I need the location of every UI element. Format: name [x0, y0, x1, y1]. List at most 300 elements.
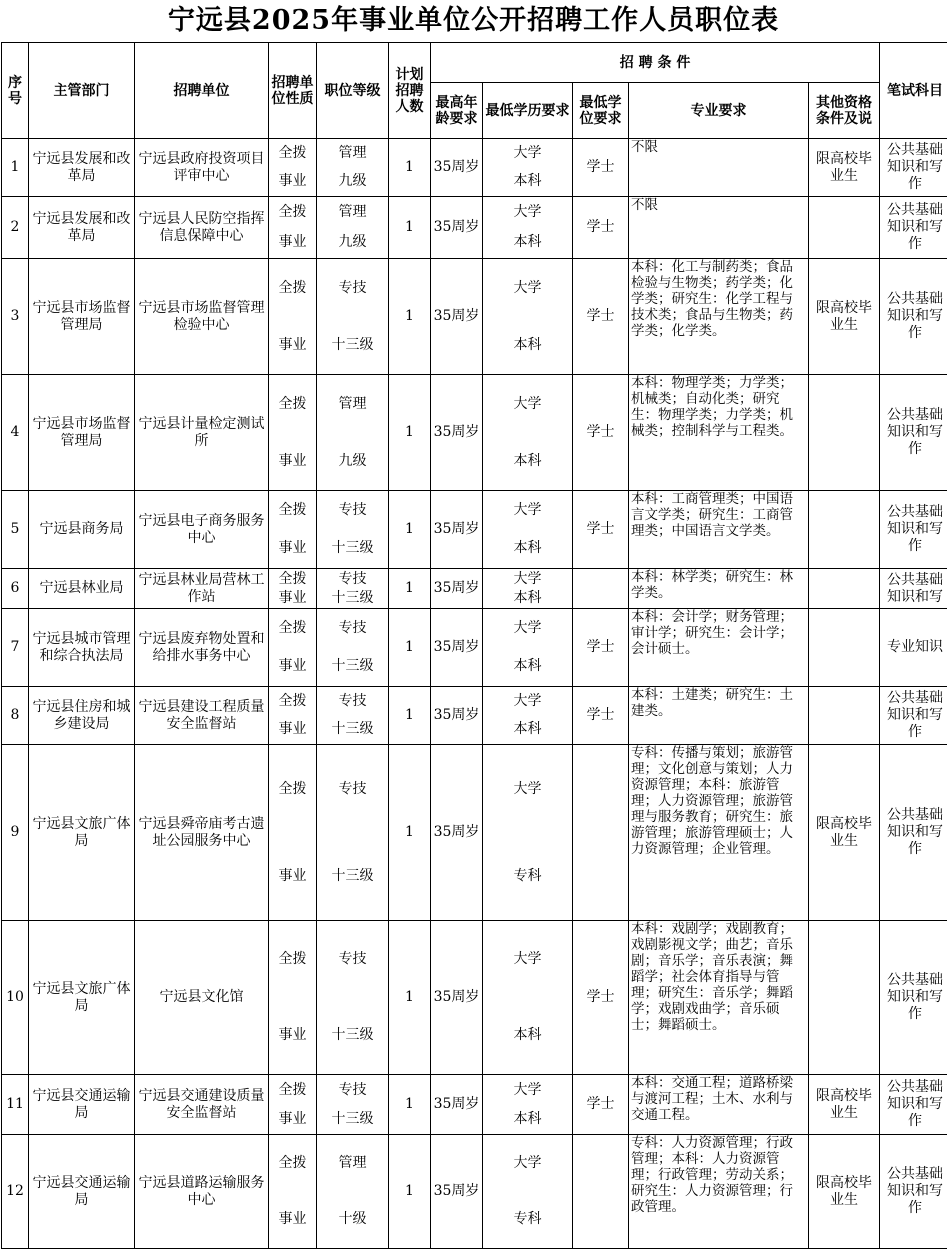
nature-cell — [269, 687, 317, 745]
degree-cell-text: 学士 — [586, 989, 615, 1005]
unit-cell-text: 宁远县林业局营林工作站 — [138, 571, 265, 605]
dept-cell-text: 宁远县市场监督管理局 — [32, 415, 131, 449]
table-row — [2, 259, 947, 375]
exam-cell-text: 公共基础知识和写作 — [887, 291, 944, 341]
grade-cell — [317, 687, 389, 745]
major-cell — [629, 491, 809, 569]
edu-cell-line: 本科 — [513, 234, 542, 250]
age-cell-text: 35周岁 — [433, 707, 480, 723]
degree-cell — [573, 745, 629, 921]
degree-cell — [573, 1135, 629, 1249]
grade-cell — [317, 259, 389, 375]
degree-cell-text: 学士 — [586, 308, 615, 324]
grade-cell-line: 十三级 — [331, 867, 374, 884]
header-major: 专业要求 — [629, 83, 809, 139]
edu-cell-line: 大学 — [513, 1081, 542, 1098]
grade-cell-line: 管理 — [338, 395, 367, 412]
major-cell — [629, 139, 809, 197]
grade-cell — [317, 609, 389, 687]
unit-cell — [135, 609, 269, 687]
degree-cell — [573, 491, 629, 569]
page-title: 宁远县2025年事业单位公开招聘工作人员职位表 — [167, 5, 780, 36]
nature-cell-line: 事业 — [278, 1211, 307, 1227]
major-cell-text: 本科：物理学类；力学类；机械类；自动化类；研究生：物理学类；力学类；机械类；控制科学与工程类。 — [631, 375, 793, 439]
edu-cell — [483, 1075, 573, 1135]
major-cell — [629, 259, 809, 375]
table-row — [2, 921, 947, 1075]
age-cell-text: 35周岁 — [433, 424, 480, 440]
nature-cell-line: 事业 — [278, 589, 307, 606]
count-cell-text: 1 — [405, 159, 414, 175]
dept-cell-text: 宁远县交通运输局 — [32, 1087, 131, 1121]
dept-cell — [29, 569, 135, 609]
nature-cell-line: 全拨 — [278, 620, 307, 636]
unit-cell — [135, 375, 269, 491]
exam-cell — [880, 197, 947, 259]
nature-cell-line: 事业 — [278, 540, 307, 556]
edu-cell-line: 大学 — [513, 502, 542, 518]
degree-cell-text: 学士 — [586, 707, 615, 723]
major-cell-text: 本科：工商管理类；中国语言文学类；研究生：工商管理类；中国语言文学类。 — [631, 491, 793, 539]
count-cell — [389, 491, 431, 569]
age-cell-text: 35周岁 — [433, 824, 480, 840]
seq-cell — [2, 1075, 29, 1135]
seq-cell-text: 3 — [10, 308, 20, 324]
major-cell — [629, 569, 809, 609]
seq-cell — [2, 609, 29, 687]
edu-cell-line: 本科 — [513, 721, 542, 737]
nature-cell-line: 事业 — [278, 867, 307, 884]
degree-cell — [573, 687, 629, 745]
dept-cell — [29, 745, 135, 921]
nature-cell — [269, 921, 317, 1075]
other-cell-text: 限高校毕业生 — [816, 1087, 873, 1121]
dept-cell-text: 宁远县商务局 — [39, 521, 124, 537]
count-cell-text: 1 — [405, 989, 414, 1005]
major-cell-text: 本科：会计学；财务管理；审计学；研究生：会计学；会计硕士。 — [631, 609, 793, 657]
unit-cell — [135, 259, 269, 375]
unit-cell — [135, 1135, 269, 1249]
seq-cell-text: 2 — [10, 219, 20, 235]
count-cell-text: 1 — [405, 639, 414, 655]
exam-cell-text: 公共基础知识和写作 — [887, 407, 944, 457]
count-cell-text: 1 — [405, 707, 414, 723]
header-unit: 招聘单位 — [135, 43, 269, 139]
header-conditions: 招 聘 条 件 — [431, 43, 880, 83]
unit-cell-text: 宁远县电子商务服务中心 — [138, 512, 265, 546]
major-cell — [629, 921, 809, 1075]
dept-cell-text: 宁远县文旅广体局 — [32, 815, 131, 849]
other-cell-text: 限高校毕业生 — [816, 1174, 873, 1208]
header-seq: 序号 — [2, 43, 29, 139]
nature-cell-line: 全拨 — [278, 395, 307, 412]
major-cell — [629, 745, 809, 921]
dept-cell — [29, 139, 135, 197]
dept-cell-text: 宁远县住房和城乡建设局 — [32, 698, 131, 732]
grade-cell-line: 专技 — [338, 780, 367, 797]
nature-cell — [269, 1075, 317, 1135]
edu-cell-line: 大学 — [513, 279, 542, 296]
edu-cell-line: 大学 — [513, 1155, 542, 1171]
table-row — [2, 139, 947, 197]
seq-cell — [2, 259, 29, 375]
other-cell — [809, 687, 880, 745]
edu-cell-line: 大学 — [513, 951, 542, 967]
dept-cell-text: 宁远县发展和改革局 — [32, 210, 131, 244]
count-cell — [389, 609, 431, 687]
unit-cell-text: 宁远县建设工程质量安全监督站 — [138, 698, 265, 732]
seq-cell — [2, 139, 29, 197]
unit-cell-text: 宁远县人民防空指挥信息保障中心 — [138, 210, 265, 244]
degree-cell — [573, 375, 629, 491]
table-row — [2, 609, 947, 687]
count-cell — [389, 1135, 431, 1249]
nature-cell-line: 全拨 — [278, 279, 307, 296]
header-count: 计划招聘人数 — [389, 43, 431, 139]
grade-cell-line: 管理 — [338, 204, 367, 220]
nature-cell-line: 全拨 — [278, 1081, 307, 1098]
nature-cell-line: 全拨 — [278, 693, 307, 709]
seq-cell — [2, 491, 29, 569]
exam-cell-text: 公共基础知识和写作 — [887, 690, 944, 740]
grade-cell-line: 十级 — [338, 1211, 367, 1227]
nature-cell-line: 全拨 — [278, 1155, 307, 1171]
major-cell — [629, 1075, 809, 1135]
grade-cell-line: 专技 — [338, 693, 367, 709]
exam-cell — [880, 921, 947, 1075]
unit-cell — [135, 687, 269, 745]
edu-cell — [483, 491, 573, 569]
nature-cell-line: 全拨 — [278, 145, 307, 161]
header-nature: 招聘单位性质 — [269, 43, 317, 139]
grade-cell — [317, 375, 389, 491]
other-cell-text: 限高校毕业生 — [816, 150, 873, 184]
seq-cell — [2, 921, 29, 1075]
dept-cell — [29, 687, 135, 745]
nature-cell-line: 事业 — [278, 234, 307, 250]
grade-cell-line: 专技 — [338, 502, 367, 518]
exam-cell — [880, 569, 947, 609]
age-cell-text: 35周岁 — [433, 989, 480, 1005]
grade-cell-line: 管理 — [338, 1155, 367, 1171]
edu-cell-line: 专科 — [513, 867, 542, 884]
grade-cell-line: 专技 — [338, 570, 367, 587]
edu-cell — [483, 259, 573, 375]
nature-cell-line: 全拨 — [278, 780, 307, 797]
count-cell-text: 1 — [405, 521, 414, 537]
age-cell — [431, 259, 483, 375]
unit-cell — [135, 921, 269, 1075]
nature-cell — [269, 139, 317, 197]
major-cell-text: 不限 — [631, 139, 658, 155]
age-cell — [431, 921, 483, 1075]
seq-cell-text: 6 — [10, 580, 20, 596]
major-cell-text: 本科：戏剧学；戏剧教育；戏剧影视文学；曲艺；音乐剧；音乐学；音乐表演；舞蹈学；社会体育指导与管理；研究生：音乐学；舞蹈学；戏剧戏曲学；音乐硕士；舞蹈硕士。 — [631, 921, 793, 1033]
nature-cell — [269, 197, 317, 259]
age-cell — [431, 139, 483, 197]
grade-cell — [317, 569, 389, 609]
edu-cell-line: 本科 — [513, 1110, 542, 1127]
table-row — [2, 375, 947, 491]
edu-cell — [483, 197, 573, 259]
degree-cell-text: 学士 — [586, 639, 615, 655]
grade-cell-line: 十三级 — [331, 336, 374, 353]
nature-cell-line: 事业 — [278, 452, 307, 469]
seq-cell-text: 10 — [6, 989, 24, 1005]
major-cell — [629, 375, 809, 491]
age-cell — [431, 745, 483, 921]
count-cell — [389, 921, 431, 1075]
major-cell-text: 本科：化工与制药类；食品检验与生物类；药学类；化学类；研究生：化学工程与技术类；食品与生物类；药学类；化学类。 — [631, 259, 793, 339]
other-cell — [809, 609, 880, 687]
major-cell-text: 本科：交通工程；道路桥梁与渡河工程；土木、水利与交通工程。 — [631, 1075, 793, 1123]
nature-cell — [269, 569, 317, 609]
grade-cell-line: 九级 — [338, 173, 367, 189]
unit-cell — [135, 569, 269, 609]
nature-cell — [269, 609, 317, 687]
other-cell — [809, 197, 880, 259]
degree-cell-text: 学士 — [586, 219, 615, 235]
dept-cell — [29, 375, 135, 491]
other-cell — [809, 375, 880, 491]
degree-cell — [573, 609, 629, 687]
age-cell-text: 35周岁 — [433, 308, 480, 324]
dept-cell — [29, 1075, 135, 1135]
seq-cell — [2, 569, 29, 609]
seq-cell-text: 7 — [10, 639, 20, 655]
seq-cell — [2, 745, 29, 921]
grade-cell — [317, 197, 389, 259]
edu-cell-line: 专科 — [513, 1211, 542, 1227]
age-cell-text: 35周岁 — [433, 1183, 480, 1199]
unit-cell-text: 宁远县交通建设质量安全监督站 — [138, 1087, 265, 1121]
dept-cell-text: 宁远县林业局 — [39, 580, 124, 596]
count-cell-text: 1 — [405, 1096, 414, 1112]
age-cell — [431, 375, 483, 491]
count-cell — [389, 139, 431, 197]
edu-cell — [483, 687, 573, 745]
grade-cell — [317, 491, 389, 569]
seq-cell-text: 5 — [10, 521, 20, 537]
edu-cell-line: 大学 — [513, 570, 542, 587]
edu-cell-line: 本科 — [513, 452, 542, 469]
age-cell-text: 35周岁 — [433, 580, 480, 596]
grade-cell-line: 十三级 — [331, 1110, 374, 1127]
dept-cell — [29, 491, 135, 569]
other-cell-text: 限高校毕业生 — [816, 815, 873, 849]
table-row — [2, 197, 947, 259]
unit-cell-text: 宁远县废弃物处置和给排水事务中心 — [138, 630, 265, 664]
positions-table — [1, 42, 947, 1249]
major-cell-text: 本科：土建类；研究生：土建类。 — [631, 687, 793, 719]
seq-cell-text: 8 — [10, 707, 20, 723]
grade-cell-line: 十三级 — [331, 540, 374, 556]
grade-cell-line: 十三级 — [331, 658, 374, 674]
degree-cell-text: 学士 — [586, 159, 615, 175]
exam-cell-text: 公共基础知识和写作 — [887, 142, 944, 192]
unit-cell — [135, 745, 269, 921]
age-cell-text: 35周岁 — [433, 159, 480, 175]
header-degree: 最低学位要求 — [573, 83, 629, 139]
seq-cell — [2, 197, 29, 259]
nature-cell — [269, 745, 317, 921]
unit-cell-text: 宁远县市场监督管理检验中心 — [138, 299, 265, 333]
nature-cell-line: 全拨 — [278, 570, 307, 587]
unit-cell — [135, 1075, 269, 1135]
grade-cell — [317, 1135, 389, 1249]
dept-cell-text: 宁远县交通运输局 — [32, 1174, 131, 1208]
edu-cell-line: 本科 — [513, 540, 542, 556]
edu-cell — [483, 375, 573, 491]
dept-cell-text: 宁远县市场监督管理局 — [32, 299, 131, 333]
degree-cell-text: 学士 — [586, 521, 615, 537]
nature-cell — [269, 491, 317, 569]
unit-cell-text: 宁远县政府投资项目评审中心 — [138, 150, 265, 184]
exam-cell — [880, 491, 947, 569]
other-cell — [809, 491, 880, 569]
table-row — [2, 491, 947, 569]
major-cell — [629, 687, 809, 745]
dept-cell — [29, 259, 135, 375]
edu-cell — [483, 569, 573, 609]
seq-cell-text: 12 — [6, 1183, 24, 1199]
degree-cell — [573, 197, 629, 259]
nature-cell-line: 事业 — [278, 173, 307, 189]
exam-cell — [880, 1075, 947, 1135]
degree-cell-text: 学士 — [586, 424, 615, 440]
header-other: 其他资格条件及说 — [809, 83, 880, 139]
count-cell — [389, 569, 431, 609]
age-cell — [431, 569, 483, 609]
exam-cell — [880, 609, 947, 687]
nature-cell — [269, 375, 317, 491]
grade-cell-line: 十三级 — [331, 721, 374, 737]
age-cell — [431, 609, 483, 687]
edu-cell-line: 本科 — [513, 336, 542, 353]
dept-cell — [29, 1135, 135, 1249]
grade-cell-line: 十三级 — [331, 589, 374, 606]
dept-cell — [29, 197, 135, 259]
dept-cell — [29, 609, 135, 687]
age-cell — [431, 687, 483, 745]
edu-cell-line: 大学 — [513, 204, 542, 220]
count-cell-text: 1 — [405, 308, 414, 324]
dept-cell-text: 宁远县发展和改革局 — [32, 150, 131, 184]
degree-cell — [573, 139, 629, 197]
exam-cell-text: 公共基础知识和写 — [887, 571, 944, 605]
degree-cell — [573, 921, 629, 1075]
exam-cell-text: 公共基础知识和写作 — [887, 1166, 944, 1216]
edu-cell-line: 大学 — [513, 395, 542, 412]
count-cell — [389, 259, 431, 375]
seq-cell-text: 9 — [10, 824, 20, 840]
count-cell-text: 1 — [405, 424, 414, 440]
unit-cell-text: 宁远县道路运输服务中心 — [138, 1174, 265, 1208]
nature-cell-line: 全拨 — [278, 204, 307, 220]
header-edu: 最低学历要求 — [483, 83, 573, 139]
degree-cell — [573, 259, 629, 375]
nature-cell-line: 全拨 — [278, 502, 307, 518]
other-cell — [809, 139, 880, 197]
grade-cell — [317, 139, 389, 197]
table-row — [2, 569, 947, 609]
edu-cell-line: 大学 — [513, 145, 542, 161]
unit-cell — [135, 197, 269, 259]
exam-cell-text: 公共基础知识和写作 — [887, 972, 944, 1022]
count-cell-text: 1 — [405, 824, 414, 840]
nature-cell — [269, 1135, 317, 1249]
grade-cell — [317, 921, 389, 1075]
seq-cell-text: 1 — [10, 159, 20, 175]
edu-cell-line: 本科 — [513, 1027, 542, 1043]
unit-cell — [135, 139, 269, 197]
exam-cell — [880, 745, 947, 921]
dept-cell-text: 宁远县城市管理和综合执法局 — [32, 630, 131, 664]
major-cell-text: 专科：人力资源管理；行政管理；本科：人力资源管理；行政管理；劳动关系；研究生：人力资源管理；行政管理。 — [631, 1135, 793, 1215]
nature-cell-line: 事业 — [278, 1027, 307, 1043]
edu-cell — [483, 1135, 573, 1249]
exam-cell — [880, 687, 947, 745]
age-cell-text: 35周岁 — [433, 639, 480, 655]
seq-cell — [2, 1135, 29, 1249]
age-cell — [431, 1075, 483, 1135]
exam-cell-text: 专业知识 — [887, 639, 944, 655]
major-cell-text: 本科：林学类；研究生：林学类。 — [631, 569, 793, 601]
grade-cell-line: 九级 — [338, 234, 367, 250]
degree-cell — [573, 569, 629, 609]
nature-cell — [269, 259, 317, 375]
count-cell — [389, 745, 431, 921]
major-cell — [629, 609, 809, 687]
degree-cell-text: 学士 — [586, 1096, 615, 1112]
nature-cell-line: 事业 — [278, 336, 307, 353]
edu-cell-line: 大学 — [513, 780, 542, 797]
table-row — [2, 687, 947, 745]
nature-cell-line: 事业 — [278, 721, 307, 737]
table-row — [2, 1135, 947, 1249]
unit-cell-text: 宁远县文化馆 — [159, 989, 244, 1005]
unit-cell-text: 宁远县舜帝庙考古遗址公园服务中心 — [138, 815, 265, 849]
header-grade: 职位等级 — [317, 43, 389, 139]
seq-cell — [2, 687, 29, 745]
edu-cell-line: 大学 — [513, 693, 542, 709]
major-cell-text: 专科：传播与策划；旅游管理；文化创意与策划；人力资源管理；本科：旅游管理；人力资源管理；旅游管理与服务教育；研究生：旅游管理；旅游管理硕士；人力资源管理；企业管理。 — [631, 745, 793, 857]
edu-cell-line: 本科 — [513, 173, 542, 189]
exam-cell — [880, 1135, 947, 1249]
other-cell — [809, 921, 880, 1075]
edu-cell-line: 本科 — [513, 589, 542, 606]
header-exam: 笔试科目 — [880, 43, 947, 139]
exam-cell — [880, 375, 947, 491]
exam-cell-text: 公共基础知识和写作 — [887, 1079, 944, 1129]
unit-cell-text: 宁远县计量检定测试所 — [138, 415, 265, 449]
age-cell-text: 35周岁 — [433, 219, 480, 235]
grade-cell-line: 专技 — [338, 951, 367, 967]
age-cell — [431, 197, 483, 259]
nature-cell-line: 全拨 — [278, 951, 307, 967]
count-cell-text: 1 — [405, 219, 414, 235]
exam-cell — [880, 139, 947, 197]
other-cell — [809, 569, 880, 609]
count-cell — [389, 687, 431, 745]
major-cell — [629, 1135, 809, 1249]
other-cell — [809, 259, 880, 375]
exam-cell-text: 公共基础知识和写作 — [887, 504, 944, 554]
nature-cell-line: 事业 — [278, 1110, 307, 1127]
count-cell — [389, 197, 431, 259]
exam-cell-text: 公共基础知识和写作 — [887, 202, 944, 252]
seq-cell-text: 4 — [10, 424, 20, 440]
